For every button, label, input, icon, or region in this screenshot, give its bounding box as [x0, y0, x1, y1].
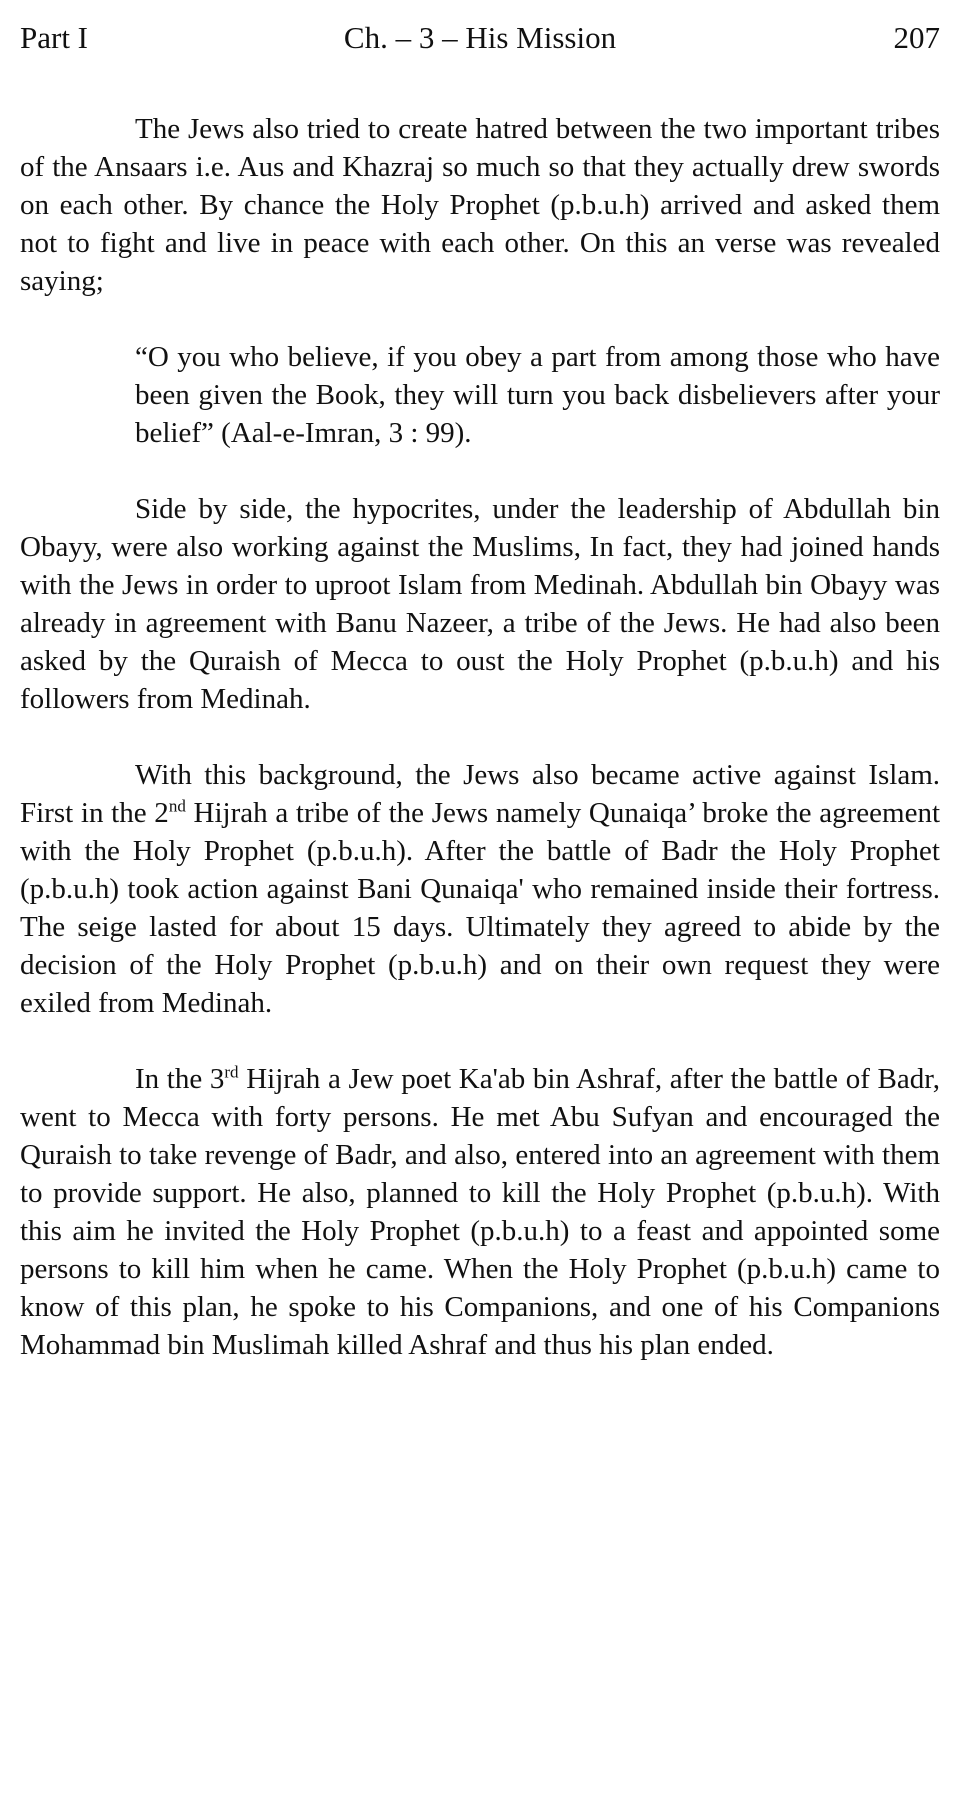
- page-body: [20, 110, 940, 1364]
- paragraph-3-part-b: Hijrah a tribe of the Jews namely Qunaiqa’ broke the agreement with the Holy Prophet (p.b.u.h). After the battle of Badr the Holy Prophet (p.b.u.h) took action against Bani Qunaiqa' who remained inside their fortress. The seige lasted for about 15 days. Ultimately they agreed to abide by the decision of the Holy Prophet (p.b.u.h) and on their own request they were exiled from Medinah.: [20, 797, 941, 1019]
- page-header: [20, 16, 940, 60]
- paragraph-4-superscript: rd: [224, 1062, 239, 1082]
- paragraph-4-part-b: Hijrah a Jew poet Ka'ab bin Ashraf, after the battle of Badr, went to Mecca with forty persons. He met Abu Sufyan and encouraged the Quraish to take revenge of Badr, and also, entered into an agreement with them to provide support. He also, planned to kill the Holy Prophet (p.b.u.h). With this aim he invited the Holy Prophet (p.b.u.h) to a feast and appointed some persons to kill him when he came. When the Holy Prophet (p.b.u.h) came to know of this plan, he spoke to his Companions, and one of his Companions Mohammad bin Muslimah killed Ashraf and thus his plan ended.: [20, 1063, 940, 1361]
- document-page: [20, 16, 940, 1402]
- paragraph-2: Side by side, the hypocrites, under the leadership of Abdullah bin Obayy, were also working against the Muslims, In fact, they had joined hands with the Jews in order to uproot Islam from Medinah. Abdullah bin Obayy was already in agreement with Banu Nazeer, a tribe of the Jews. He had also been asked by the Quraish of Mecca to oust the Holy Prophet (p.b.u.h) and his followers from Medinah.: [20, 493, 940, 715]
- quran-quote: “O you who believe, if you obey a part from among those who have been given the Book, they will turn you back disbelievers after your belief” (Aal-e-Imran, 3 : 99).: [135, 341, 940, 449]
- paragraph-3: [20, 756, 940, 1022]
- part-label: Part I: [20, 20, 89, 55]
- paragraph-4: [20, 1060, 940, 1364]
- page-number: 207: [893, 20, 940, 55]
- paragraph-3-superscript: nd: [168, 796, 186, 816]
- paragraph-4-part-a: In the 3: [135, 1063, 225, 1095]
- paragraph-1: The Jews also tried to create hatred between the two important tribes of the Ansaars i.e. Aus and Khazraj so much so that they actually drew swords on each other. By chance the Holy Prophet (p.b.u.h) arrived and asked them not to fight and live in peace with each other. On this an verse was revealed saying;: [20, 113, 940, 297]
- paragraph-3-part-a: With this background, the Jews also became active against Islam. First in the 2: [20, 759, 940, 829]
- chapter-title: Ch. – 3 – His Mission: [343, 20, 617, 55]
